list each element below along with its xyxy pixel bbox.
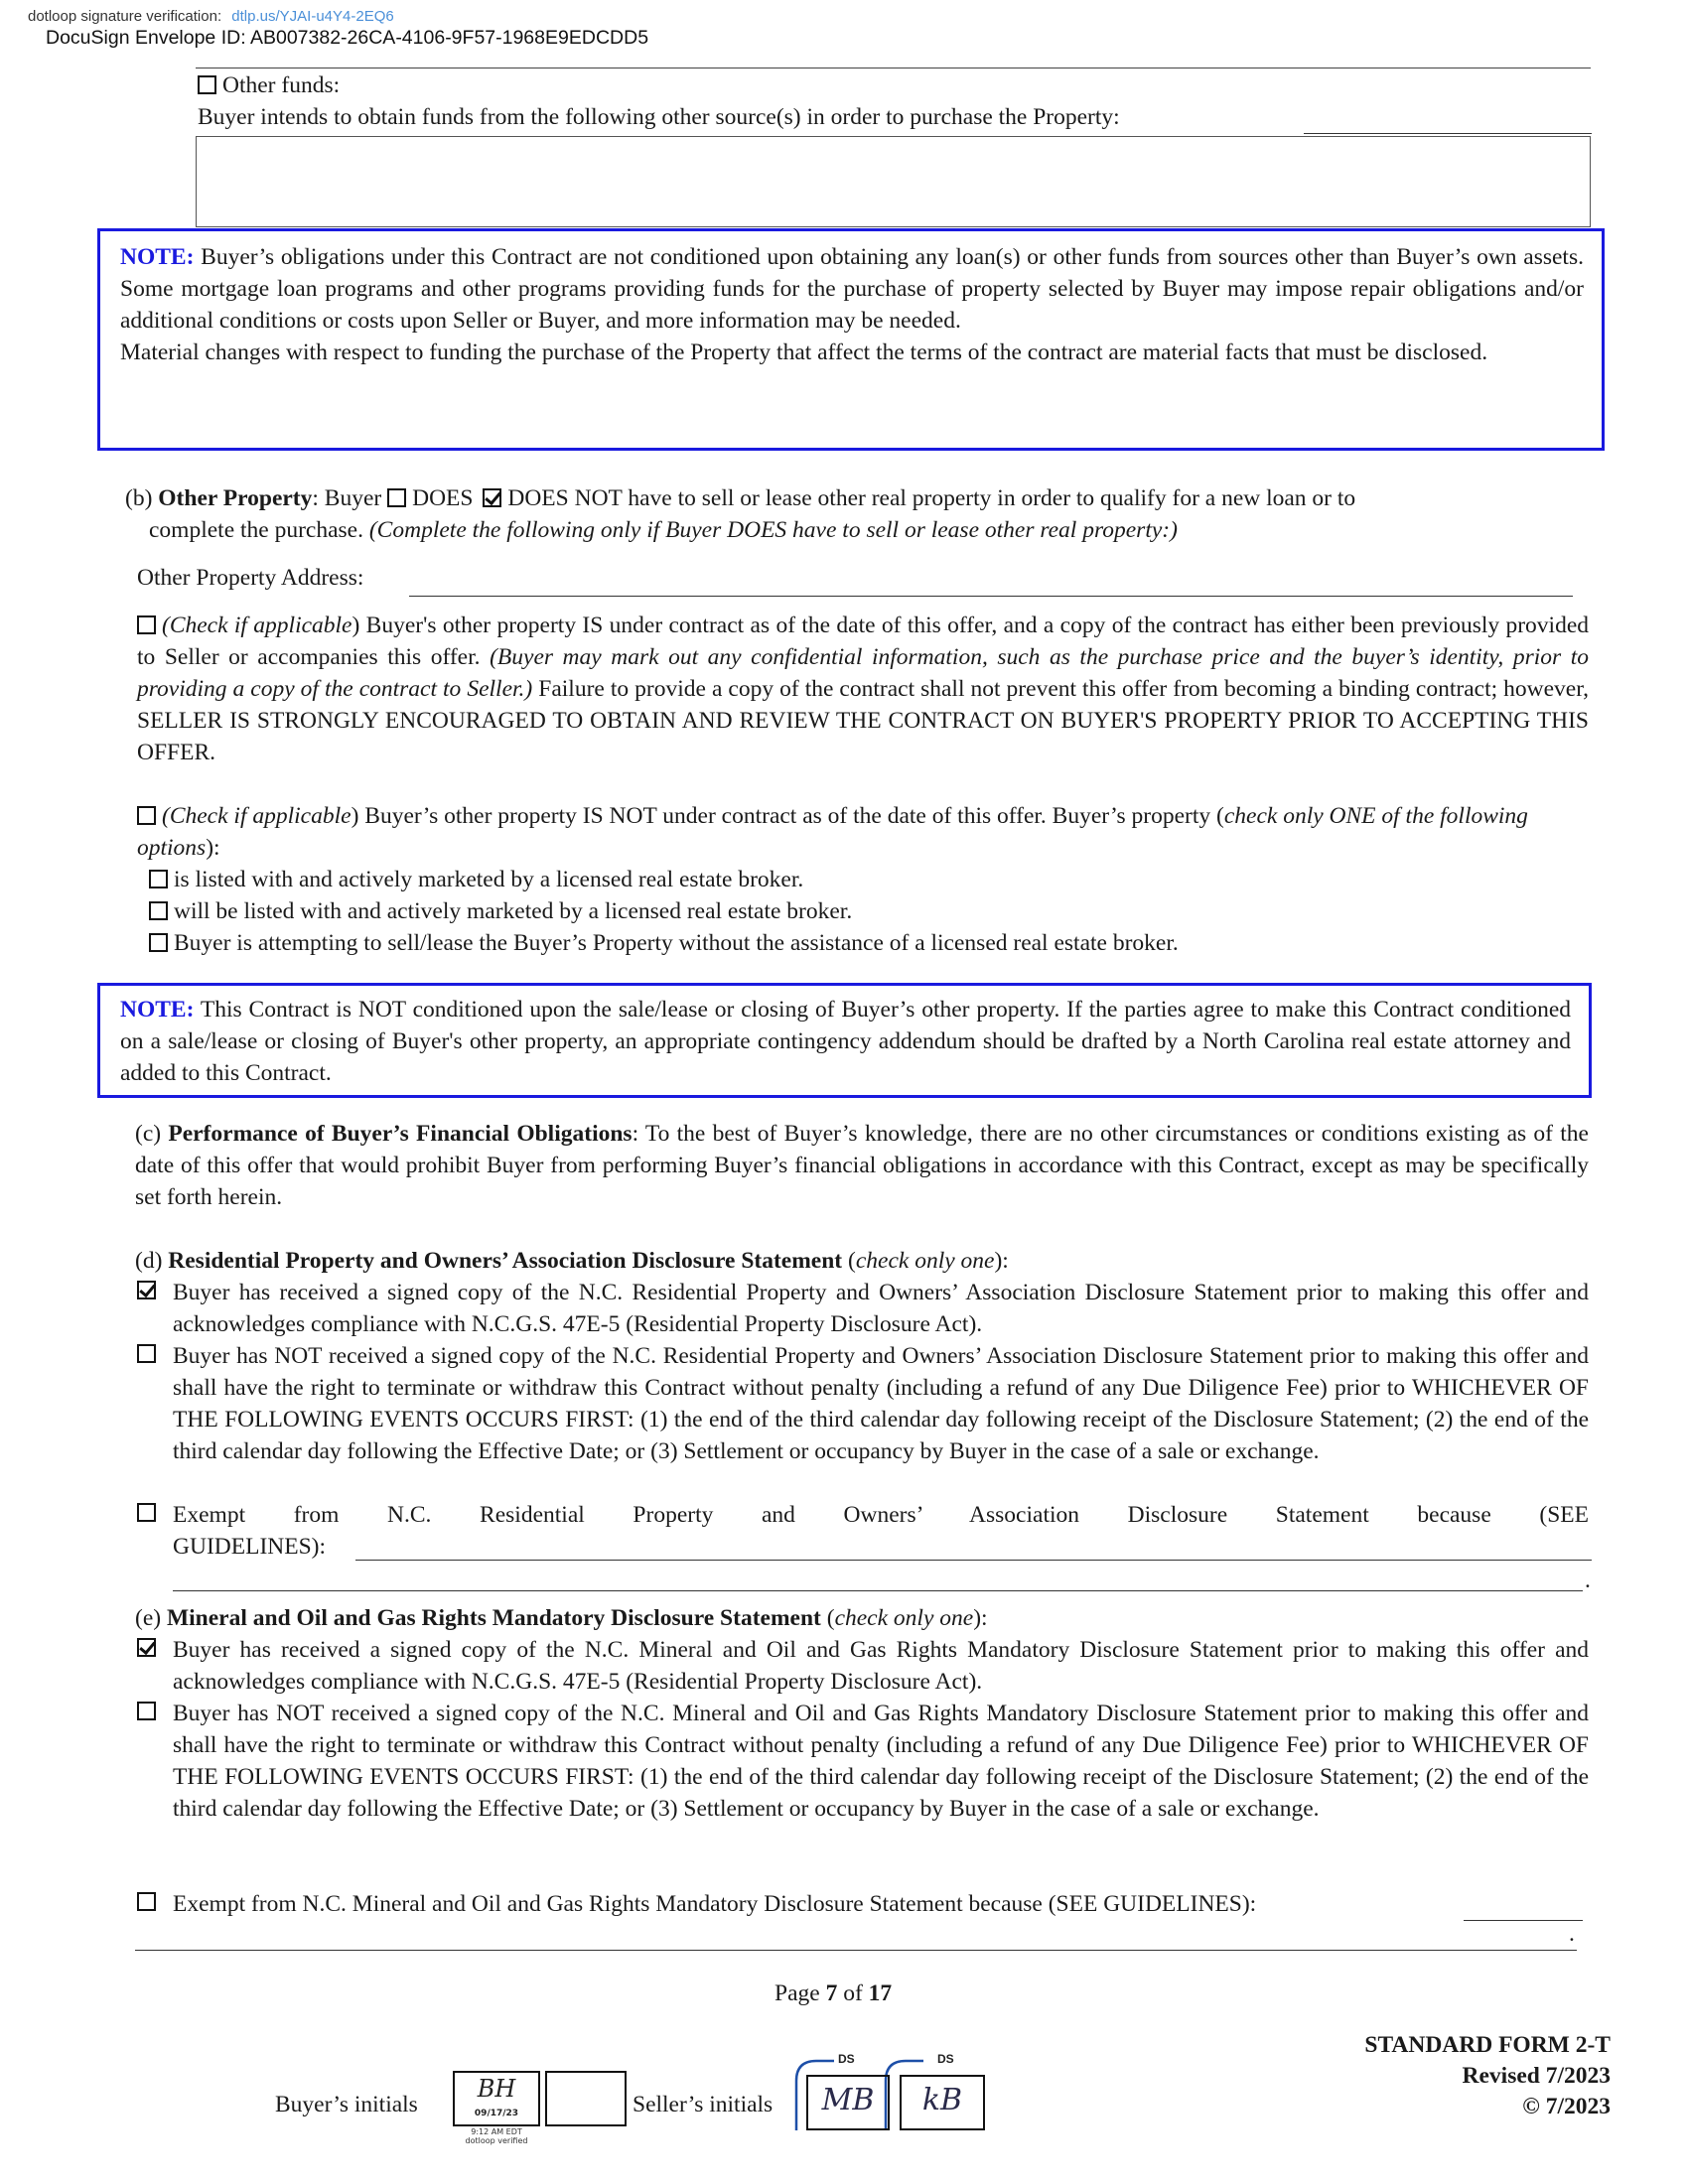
- under-contract-italic2: (Buyer may mark out any confidential information, such as the purchase price and the buyer’s identity, prior to providing a copy of the contract to Seller.): [137, 644, 1589, 702]
- not-under-contract-text1: Buyer’s other property IS NOT under contract as of the date of this offer. Buyer’s property (: [358, 803, 1224, 829]
- section-b-prefix: (b): [125, 485, 159, 511]
- section-c-paragraph: [135, 1118, 1589, 1213]
- section-e-paren-close: ):: [973, 1605, 988, 1631]
- note1-text: Buyer’s obligations under this Contract are not conditioned upon obtaining any loan(s) or other funds from sources other than Buyer’s own assets. Some mortgage loan programs and other programs providing funds for the purchase of property selected by Buyer may impose repair obligations and/or additional conditions or costs upon Seller or Buyer, and more information may be needed.: [120, 244, 1584, 334]
- mineral-received-checkbox[interactable]: [137, 1638, 156, 1657]
- not-under-contract-italic: (Check if applicable: [162, 803, 352, 829]
- mineral-received-checkbox-wrap: [137, 1638, 162, 1660]
- not-under-contract-paragraph: [137, 800, 1589, 864]
- does-not-label: DOES NOT: [507, 485, 623, 511]
- mineral-received-text: Buyer has received a signed copy of the N.C. Mineral and Oil and Gas Rights Mandatory Disclosure Statement prior to making this offer and acknowledges compliance with N.C.G.S. 47E-5 (Residential Property Disclosure Act).: [173, 1637, 1589, 1695]
- note1-para1: [120, 241, 1584, 337]
- note2-text: This Contract is NOT conditioned upon the sale/lease or closing of Buyer’s other property. If the parties agree to make this Contract conditioned on a sale/lease or closing of Buyer's other property, an appropriate contingency addendum should be drafted by a North Carolina real estate attorney and added to this Contract.: [120, 997, 1571, 1086]
- disclosure-not-received-checkbox[interactable]: [137, 1344, 156, 1363]
- note-box-funding: [97, 228, 1605, 451]
- not-under-contract-text2: ):: [206, 835, 220, 861]
- dotloop-link[interactable]: dtlp.us/YJAI-u4Y4-2EQ6: [231, 8, 394, 25]
- mineral-exempt-checkbox[interactable]: [137, 1892, 156, 1911]
- disclosure-not-received-text: Buyer has NOT received a signed copy of the N.C. Residential Property and Owners’ Association Disclosure Statement prior to making this offer and shall have the right to terminate or withdraw this Contract without penalty (including a refund of any Due Diligence Fee) prior to WHICHEVER OF THE FOLLOWING EVENTS OCCURS FIRST: (1) the end of the third calendar day following receipt of the Disclosure Statement; (2) the end of the third calendar day following the Effective Date; or (3) Settlement or occupancy by Buyer in the case of a sale or exchange.: [173, 1343, 1589, 1464]
- ds-label-2: DS: [937, 2052, 954, 2066]
- section-d-prefix: (d): [135, 1248, 169, 1274]
- note-box-contingency: [97, 983, 1592, 1098]
- does-not-checkbox[interactable]: [483, 488, 501, 507]
- note1-para2: Material changes with respect to funding the purchase of the Property that affect the terms of the contract are material facts that must be disclosed.: [120, 340, 1488, 365]
- dotloop-label: dotloop signature verification:: [28, 8, 222, 25]
- section-e-prefix: (e): [135, 1605, 167, 1631]
- option-self-sell-label: Buyer is attempting to sell/lease the Buyer’s Property without the assistance of a licensed real estate broker.: [174, 930, 1179, 956]
- dotloop-verification: [28, 8, 394, 25]
- mineral-exempt-text: Exempt from N.C. Mineral and Oil and Gas Rights Mandatory Disclosure Statement because (SEE GUIDELINES):: [173, 1891, 1257, 1917]
- ds-label-1: DS: [838, 2052, 855, 2066]
- buyer1-initials-box[interactable]: [453, 2071, 540, 2126]
- disclosure-exempt-reason-input[interactable]: [355, 1560, 1592, 1561]
- disclosure-exempt-checkbox[interactable]: [137, 1503, 156, 1522]
- page-prefix: Page: [774, 1980, 826, 2006]
- not-under-contract-italic2: check only ONE of the following options: [137, 803, 1528, 861]
- disclosure-exempt-checkbox-wrap: [137, 1503, 162, 1525]
- mineral-exempt-reason-line2[interactable]: [135, 1950, 1577, 1951]
- envelope-id: DocuSign Envelope ID: AB007382-26CA-4106-9F57-1968E9EDCDD5: [46, 27, 649, 49]
- disclosure-not-received-checkbox-wrap: [137, 1344, 162, 1366]
- not-under-contract-checkbox[interactable]: [137, 806, 156, 825]
- page-number: [774, 1978, 892, 2009]
- mineral-not-received-text: Buyer has NOT received a signed copy of the N.C. Mineral and Oil and Gas Rights Mandatory Disclosure Statement prior to making this offer and shall have the right to terminate or withdraw this Contract without penalty (including a refund of any Due Diligence Fee) prior to WHICHEVER OF THE FOLLOWING EVENTS OCCURS FIRST: (1) the end of the third calendar day following receipt of the Disclosure Statement; (2) the end of the third calendar day following the Effective Date; or (3) Settlement or occupancy by Buyer in the case of a sale or exchange.: [173, 1701, 1589, 1822]
- buyer1-dotloop-stamp: [453, 2127, 540, 2145]
- disclosure-exempt-line2: GUIDELINES):: [173, 1534, 327, 1560]
- seller1-initials-box[interactable]: [806, 2075, 890, 2130]
- mineral-not-received-checkbox[interactable]: [137, 1702, 156, 1720]
- does-label: DOES: [412, 485, 474, 511]
- section-e-check-one: check only one: [834, 1605, 974, 1631]
- seller1-initials: MB: [821, 2083, 875, 2117]
- note2-label: NOTE:: [120, 997, 195, 1023]
- section-c-prefix: (c): [135, 1121, 169, 1147]
- buyer1-date: 09/17/23: [474, 2109, 519, 2118]
- option-self-sell: [149, 927, 1179, 959]
- section-b-line2-text: complete the purchase.: [149, 517, 369, 543]
- disclosure-received-checkbox[interactable]: [137, 1281, 156, 1299]
- under-contract-text2: Failure to provide a copy of the contract shall not prevent this offer from becoming a binding contract; however, SELLER IS STRONGLY ENCOURAGED TO OBTAIN AND REVIEW THE CONTRACT ON BUYER'S PROPERTY PRIOR TO ACCEPTING THIS OFFER.: [137, 676, 1589, 765]
- form-name: STANDARD FORM 2-T: [1364, 2032, 1611, 2058]
- disclosure-exempt-reason-line2[interactable]: [173, 1590, 1583, 1591]
- under-contract-checkbox[interactable]: [137, 615, 156, 634]
- seller2-initials: kB: [921, 2083, 963, 2117]
- section-d-title: Residential Property and Owners’ Association Disclosure Statement: [168, 1248, 843, 1274]
- not-under-contract-close: ): [351, 803, 359, 829]
- disclosure-received-text: Buyer has received a signed copy of the N.C. Residential Property and Owners’ Association Disclosure Statement prior to making this offer and acknowledges compliance with N.C.G.S. 47E-5 (Residential Property Disclosure Act).: [173, 1280, 1589, 1337]
- option-self-sell-checkbox[interactable]: [149, 933, 168, 952]
- section-b-line2: [149, 514, 1178, 546]
- disclosure-received-checkbox-wrap: [137, 1281, 162, 1302]
- section-b-line1: [125, 482, 1355, 514]
- section-e-heading: [135, 1602, 988, 1634]
- under-contract-italic: (Check if applicable: [162, 613, 352, 638]
- form-info: [1364, 2030, 1611, 2122]
- section-d-check-one: check only one: [855, 1248, 995, 1274]
- section-d-paren-close: ):: [994, 1248, 1009, 1274]
- disclosure-exempt-line1: Exempt from N.C. Residential Property and Owners’ Association Disclosure Statement because (SEE: [173, 1502, 1589, 1528]
- other-funds-row: [198, 69, 340, 101]
- form-copyright: © 7/2023: [1522, 2094, 1611, 2119]
- buyer1-initials: BH: [477, 2075, 516, 2103]
- option-listed-label: is listed with and actively marketed by a licensed real estate broker.: [174, 867, 804, 892]
- option-will-be-listed-checkbox[interactable]: [149, 901, 168, 920]
- other-funds-text: Buyer intends to obtain funds from the following other source(s) in order to purchase the Property:: [198, 104, 1120, 130]
- form-revised: Revised 7/2023: [1462, 2063, 1611, 2089]
- does-checkbox[interactable]: [387, 488, 406, 507]
- section-d-heading: [135, 1245, 1009, 1277]
- other-funds-checkbox[interactable]: [198, 75, 216, 94]
- seller2-initials-box[interactable]: [900, 2075, 985, 2130]
- buyer1-verified: dotloop verified: [465, 2136, 528, 2145]
- section-b-instruction: (Complete the following only if Buyer DOES have to sell or lease other real property:): [368, 517, 1178, 543]
- mineral-not-received-checkbox-wrap: [137, 1702, 162, 1723]
- under-contract-text1: Buyer's other property IS under contract as of the date of this offer, and a copy of the contract has either been previously provided to Seller or accompanies this offer.: [137, 613, 1589, 670]
- page-current: 7: [825, 1980, 838, 2006]
- section-b-buyer: : Buyer: [312, 485, 388, 511]
- period-d: .: [1585, 1568, 1591, 1593]
- buyer1-time: 9:12 AM EDT: [471, 2127, 522, 2136]
- section-c-title: Performance of Buyer’s Financial Obligations: [168, 1121, 633, 1147]
- seller-initials-label: Seller’s initials: [633, 2092, 774, 2117]
- section-b-title: Other Property: [158, 485, 313, 511]
- mineral-exempt-checkbox-wrap: [137, 1892, 162, 1914]
- option-listed: [149, 864, 803, 895]
- section-d-paren-open: (: [842, 1248, 856, 1274]
- section-b-rest: have to sell or lease other real property in order to qualify for a new loan or to: [622, 485, 1356, 511]
- mineral-exempt-reason-input[interactable]: [1464, 1920, 1583, 1921]
- other-property-address-input[interactable]: [409, 596, 1573, 597]
- section-c-text: : To the best of Buyer’s knowledge, there are no other circumstances or conditions existing as of the date of this offer that would prohibit Buyer from performing Buyer’s financial obligations in accordance with this Contract, except as may be specifically set forth herein.: [135, 1121, 1589, 1210]
- option-will-be-listed-label: will be listed with and actively marketed by a licensed real estate broker.: [174, 898, 853, 924]
- other-funds-blank-line: [1304, 133, 1592, 134]
- section-e-title: Mineral and Oil and Gas Rights Mandatory Disclosure Statement: [166, 1605, 821, 1631]
- under-contract-close: ): [352, 613, 360, 638]
- buyer-initials-label: Buyer’s initials: [275, 2092, 418, 2117]
- under-contract-paragraph: [137, 610, 1589, 768]
- other-funds-input[interactable]: [196, 136, 1591, 227]
- page-total: 17: [868, 1980, 893, 2006]
- section-e-paren-open: (: [820, 1605, 835, 1631]
- buyer2-initials-box[interactable]: [545, 2071, 627, 2126]
- option-listed-checkbox[interactable]: [149, 870, 168, 888]
- other-property-address-label: Other Property Address:: [137, 565, 364, 591]
- page-of: of: [837, 1980, 869, 2006]
- note1-label: NOTE:: [120, 244, 195, 270]
- option-will-be-listed: [149, 895, 852, 927]
- period-e: .: [1569, 1921, 1575, 1947]
- other-funds-label: Other funds:: [222, 72, 341, 98]
